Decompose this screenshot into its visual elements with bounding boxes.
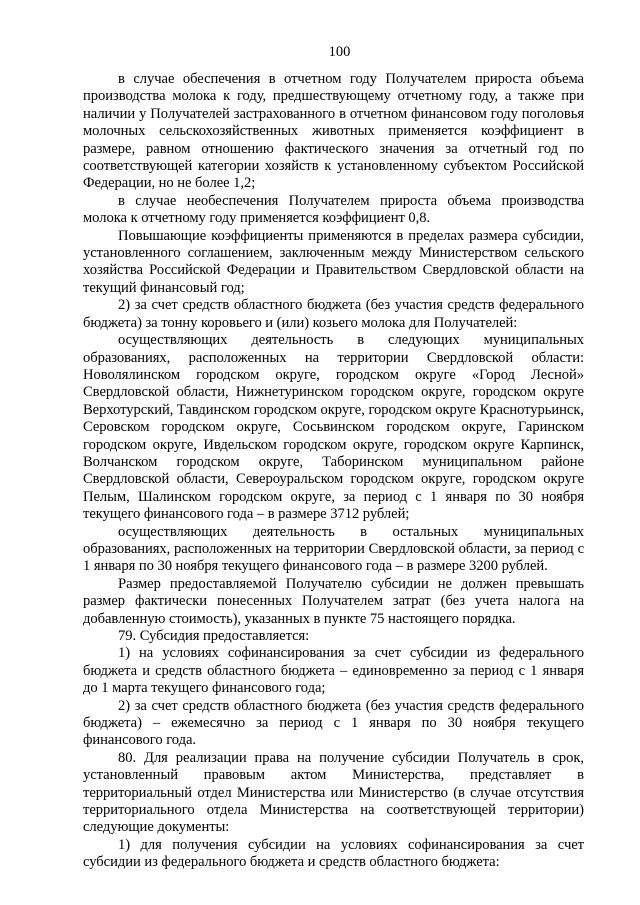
paragraph-other-municipalities: осуществляющих деятельность в остальных муниципальных образованиях, расположенных на территории Свердловской области, за период с 1 января по 30 ноября текущего финансового года – в размере 3200 рублей. [83,523,584,575]
paragraph-clause-80: 80. Для реализации права на получение субсидии Получатель в срок, установленный правовым актом Министерства, представляет в территориальный отдел Министерства или Министерство (в случае отсутствия территориального отдела Министерства на соответствующей территории) следующие документы: [83,749,584,836]
paragraph-northern-municipalities: осуществляющих деятельность в следующих муниципальных образованиях, расположенных на территории Свердловской области: Новолялинском городском округе, городском округе «Город Лесной» Свердловской области, Нижнетуринском городском округе, городском округе Верхотурский, Тавдинском городском округе, городском округе Краснотурьинск, Серовском городском округе, Сосьвинском городском округе, Гаринском городском округе, Ивдельском городском округе, городском округе Карпинск, Волчанском городском округе, Таборинском муниципальном районе Свердловской области, Североуральском городском округе, городском округе Пелым, Шалинском городском округе, за период с 1 января по 30 ноября текущего финансового года – в размере 3712 рублей; [83,332,584,523]
paragraph-coefficient-limits: Повышающие коэффициенты применяются в пределах размера субсидии, установленного соглашением, заключенным между Министерством сельского хозяйства Российской Федерации и Правительством Свердловской области на текущий финансовый год; [83,227,584,296]
paragraph-clause-79-item-1: 1) на условиях софинансирования за счет субсидии из федерального бюджета и средств областного бюджета – единовременно за период с 1 января до 1 марта текущего финансового года; [83,645,584,697]
paragraph-coefficient-decrease: в случае необеспечения Получателем прироста объема производства молока к отчетному году применяется коэффициент 0,8. [83,192,584,227]
paragraph-coefficient-increase: в случае обеспечения в отчетном году Получателем прироста объема производства молока к году, предшествующему отчетному году, а также при наличии у Получателей застрахованного в отчетном финансовом году поголовья молочных сельскохозяйственных животных применяется коэффициент в размере, равном отношению фактического значения за отчетный год по соответствующей категории хозяйств к установленному субъектом Российской Федерации, но не более 1,2; [83,71,584,192]
page-number: 100 [328,44,351,60]
paragraph-regional-budget: 2) за счет средств областного бюджета (без участия средств федерального бюджета) за тонну коровьего и (или) козьего молока для Получателей: [83,297,584,331]
paragraph-clause-79-item-2: 2) за счет средств областного бюджета (без участия средств федерального бюджета) – ежемесячно за период с 1 января по 30 ноября текущего финансового года. [83,697,584,749]
paragraph-clause-80-item-1: 1) для получения субсидии на условиях софинансирования за счет субсидии из федерального бюджета и средств областного бюджета: [83,836,584,871]
document-body [83,71,584,872]
paragraph-subsidy-limit: Размер предоставляемой Получателю субсидии не должен превышать размер фактически понесенных Получателем затрат (без учета налога на добавленную стоимость), указанных в пункте 75 настоящего порядка. [83,575,584,627]
paragraph-clause-79: 79. Субсидия предоставляется: [118,628,310,644]
